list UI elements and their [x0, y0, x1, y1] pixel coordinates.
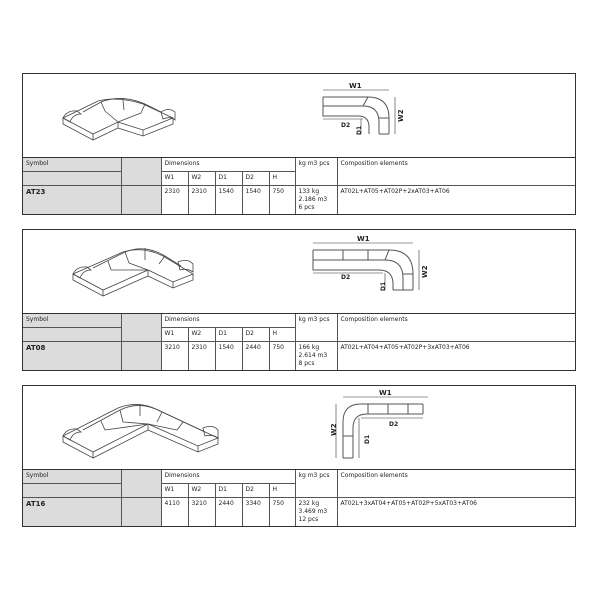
label-d1: D1: [364, 434, 371, 444]
header-weight: kg m3 pcs: [295, 314, 337, 342]
weight-kg: 232 kg: [298, 500, 320, 507]
header-weight: kg m3 pcs: [295, 470, 337, 498]
gray-spacer: [121, 342, 161, 371]
weight-kg: 133 kg: [298, 188, 320, 195]
symbol-value: AT16: [23, 498, 121, 527]
dim-w1: 4110: [161, 498, 188, 527]
illustration-area: [23, 386, 575, 470]
header-w1: W1: [161, 172, 188, 186]
dim-h: 750: [269, 498, 295, 527]
symbol-value: AT08: [23, 342, 121, 371]
dim-d1: 1540: [215, 342, 242, 371]
label-d1: D1: [356, 125, 363, 135]
header-weight: kg m3 pcs: [295, 158, 337, 186]
header-symbol: Symbol: [23, 158, 121, 172]
dim-h: 750: [269, 186, 295, 215]
header-d2: D2: [242, 172, 269, 186]
label-w2: W2: [397, 109, 405, 122]
weight-volume: 2.186 m3: [298, 196, 328, 204]
product-block-at08: [22, 229, 576, 371]
label-w2: W2: [421, 265, 429, 278]
gray-spacer: [23, 172, 121, 186]
header-d1: D1: [215, 328, 242, 342]
dim-d2: 3340: [242, 498, 269, 527]
illustration-area: [23, 74, 575, 158]
label-w1: W1: [349, 82, 362, 90]
sofa-illustration: [23, 230, 577, 313]
gray-spacer: [121, 158, 161, 186]
header-h: H: [269, 328, 295, 342]
gray-spacer: [23, 328, 121, 342]
header-dimensions: Dimensions: [161, 158, 295, 172]
header-h: H: [269, 172, 295, 186]
symbol-value: AT23: [23, 186, 121, 215]
header-dimensions: Dimensions: [161, 314, 295, 328]
gray-spacer: [121, 470, 161, 498]
dim-w1: 2310: [161, 186, 188, 215]
dim-w2: 3210: [188, 498, 215, 527]
dim-d2: 2440: [242, 342, 269, 371]
weight-pieces: 6 pcs: [298, 204, 315, 212]
sofa-perspective-drawing: [63, 404, 218, 458]
label-d2: D2: [341, 274, 351, 281]
header-w1: W1: [161, 484, 188, 498]
gray-spacer: [121, 186, 161, 215]
label-w1: W1: [357, 235, 370, 243]
header-d2: D2: [242, 328, 269, 342]
label-d2: D2: [389, 421, 399, 428]
dim-w1: 3210: [161, 342, 188, 371]
header-d1: D1: [215, 484, 242, 498]
plan-outline: [343, 404, 423, 458]
header-w2: W2: [188, 484, 215, 498]
spec-table: [23, 470, 575, 526]
composition-value: AT02L+AT05+AT02P+2xAT03+AT06: [337, 186, 575, 215]
dim-w2: 2310: [188, 186, 215, 215]
label-w2: W2: [330, 423, 338, 436]
weight-volume: 2.614 m3: [298, 352, 328, 360]
sofa-illustration: [23, 74, 577, 157]
illustration-area: [23, 230, 575, 314]
header-h: H: [269, 484, 295, 498]
gray-spacer: [121, 314, 161, 342]
header-w2: W2: [188, 172, 215, 186]
sofa-perspective-drawing: [73, 248, 193, 296]
header-composition: Composition elements: [337, 158, 575, 186]
sofa-perspective-drawing: [63, 98, 175, 140]
weight-cell: [295, 498, 337, 527]
spec-table: [23, 158, 575, 214]
spec-table: [23, 314, 575, 370]
weight-kg: 166 kg: [298, 344, 320, 351]
header-w2: W2: [188, 328, 215, 342]
dim-d2: 1540: [242, 186, 269, 215]
product-block-at23: [22, 73, 576, 215]
weight-cell: [295, 186, 337, 215]
header-symbol: Symbol: [23, 470, 121, 484]
dim-h: 750: [269, 342, 295, 371]
composition-value: AT02L+3xAT04+AT05+AT02P+5xAT03+AT06: [337, 498, 575, 527]
label-d1: D1: [380, 281, 387, 291]
label-d2: D2: [341, 122, 351, 129]
header-d2: D2: [242, 484, 269, 498]
weight-pieces: 12 pcs: [298, 516, 319, 524]
dim-w2: 2310: [188, 342, 215, 371]
gray-spacer: [121, 498, 161, 527]
weight-pieces: 8 pcs: [298, 360, 315, 368]
weight-volume: 3.469 m3: [298, 508, 328, 516]
plan-outline: [313, 250, 413, 290]
header-w1: W1: [161, 328, 188, 342]
product-block-at16: [22, 385, 576, 527]
label-w1: W1: [379, 389, 392, 397]
header-dimensions: Dimensions: [161, 470, 295, 484]
dim-d1: 2440: [215, 498, 242, 527]
dim-d1: 1540: [215, 186, 242, 215]
header-composition: Composition elements: [337, 470, 575, 498]
header-composition: Composition elements: [337, 314, 575, 342]
gray-spacer: [23, 484, 121, 498]
composition-value: AT02L+AT04+AT05+AT02P+3xAT03+AT06: [337, 342, 575, 371]
header-symbol: Symbol: [23, 314, 121, 328]
weight-cell: [295, 342, 337, 371]
sofa-illustration: [23, 386, 577, 469]
header-d1: D1: [215, 172, 242, 186]
